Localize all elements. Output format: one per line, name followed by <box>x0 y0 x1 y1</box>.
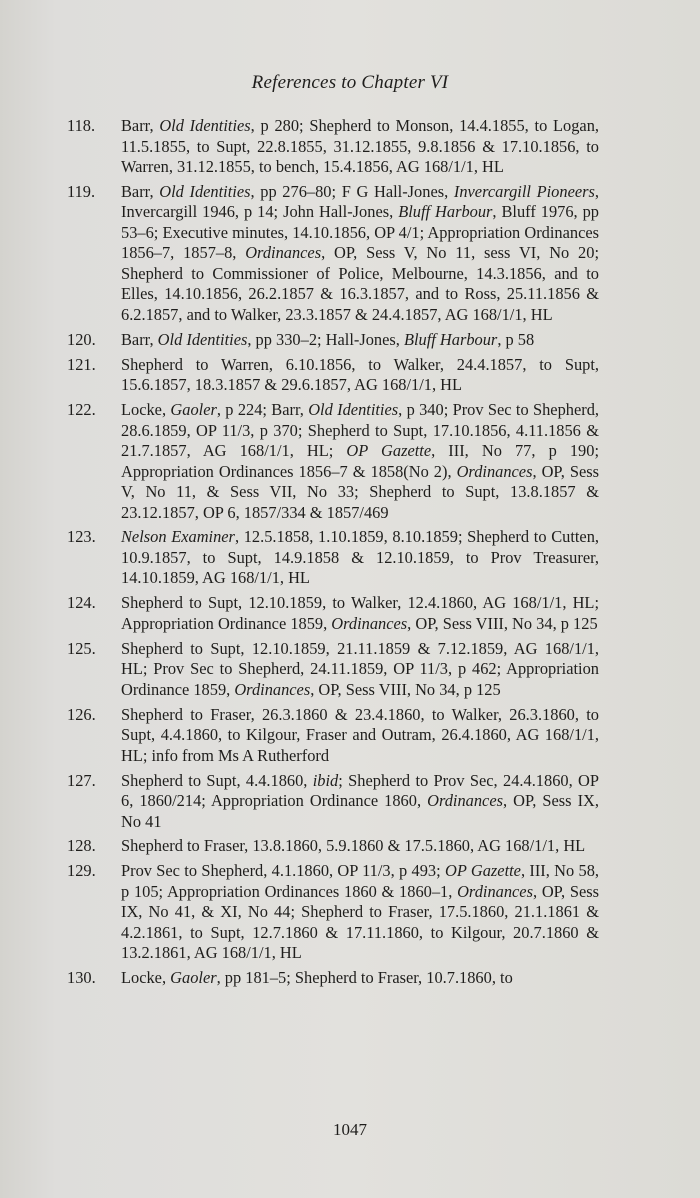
italic-title: Ordinances <box>234 679 311 699</box>
italic-title: Old Identities <box>308 400 399 420</box>
reference-number: 129. <box>67 861 96 881</box>
reference-entry <box>0 968 599 989</box>
text-run: Shepherd to Supt, 12.10.1859, 21.11.1859 & 7.12.1859, AG 168/1/1, HL; Prov Sec to Shepherd, 24.11.1859, OP 11/3, p 462; Appropriation Ordinance 1859, <box>121 638 599 699</box>
text-run: , III, No 58, p 105; Appropriation Ordinances 1860 & 1860–1, <box>121 861 599 901</box>
reference-text <box>121 116 599 176</box>
italic-title: Ordinances <box>456 461 533 481</box>
reference-text <box>121 771 599 831</box>
text-run: , OP, Sess V, No 11, & Sess VII, No 33; Shepherd to Supt, 13.8.1857 & 23.12.1857, OP 6, 1857/334 & 1857/469 <box>121 461 599 522</box>
text-run: Barr, <box>121 329 158 349</box>
reference-text <box>121 355 599 395</box>
text-run: , p 280; Shepherd to Monson, 14.4.1855, to Logan, 11.5.1855, to Supt, 22.8.1855, 31.12.1855, 9.8.1856 & 17.10.1856, to Warren, 31.12.1855, to bench, 15.4.1856, AG 168/1/1, HL <box>121 116 599 176</box>
reference-text <box>121 527 599 587</box>
text-run: Prov Sec to Shepherd, 4.1.1860, OP 11/3, p 493; <box>121 861 446 881</box>
text-run: , Bluff 1976, pp 53–6; Executive minutes, 14.10.1856, OP 4/1; Appropriation Ordinances 1856–7, 1857–8, <box>121 202 599 263</box>
text-run: Shepherd to Supt, 4.4.1860, <box>121 770 313 790</box>
italic-title: Old Identities <box>159 181 251 201</box>
reference-text <box>121 705 599 765</box>
text-run: , p 224; Barr, <box>216 400 309 420</box>
reference-text <box>121 330 534 349</box>
text-run: Shepherd to Supt, 12.10.1859, to Walker, 12.4.1860, AG 168/1/1, HL; Appropriation Ordinance 1859, <box>121 593 599 633</box>
text-run: , OP, Sess VIII, No 34, p 125 <box>407 613 598 633</box>
text-run: , p 58 <box>497 329 535 349</box>
reference-text <box>121 836 585 855</box>
italic-title: Ordinances <box>245 243 322 263</box>
reference-text <box>121 593 599 633</box>
text-run: , OP, Sess IX, No 41, & XI, No 44; Shepherd to Fraser, 17.5.1860, 21.1.1861 & 4.2.1861, to Supt, 12.7.1860 & 17.11.1860, to Kilgour, 20.7.1860 & 13.2.1861, AG 168/1/1, HL <box>121 881 599 963</box>
italic-title: Ordinances <box>457 881 533 901</box>
italic-title: Old Identities <box>157 329 248 349</box>
reference-entry <box>0 593 599 634</box>
reference-entry <box>0 527 599 589</box>
reference-entry <box>0 116 599 178</box>
reference-entry <box>0 771 599 833</box>
reference-number: 123. <box>67 527 96 547</box>
reference-number: 130. <box>67 968 96 988</box>
reference-number: 122. <box>67 400 96 420</box>
italic-title: OP Gazette <box>346 441 432 461</box>
running-head: References to Chapter VI <box>251 72 449 93</box>
text-run: , Invercargill 1946, p 14; John Hall-Jones, <box>121 181 599 222</box>
reference-list <box>0 116 700 993</box>
reference-number: 118. <box>67 116 96 135</box>
text-run: Barr, <box>121 181 160 201</box>
italic-title: Invercargill Pioneers <box>453 181 595 201</box>
reference-number: 127. <box>67 770 96 790</box>
italic-title: Gaoler <box>170 968 217 988</box>
reference-text <box>121 182 599 324</box>
italic-title: Ordinances <box>427 791 503 811</box>
reference-number: 120. <box>67 329 96 349</box>
reference-number: 126. <box>67 704 96 724</box>
italic-title: ibid <box>312 770 339 790</box>
reference-number: 128. <box>67 836 96 856</box>
text-run: Shepherd to Fraser, 26.3.1860 & 23.4.1860, to Walker, 26.3.1860, to Supt, 4.4.1860, to Kilgour, Fraser and Outram, 26.4.1860, AG 168/1/1, HL; info from Ms A Rutherford <box>121 704 599 765</box>
text-run: , OP, Sess VIII, No 34, p 125 <box>310 679 501 699</box>
reference-number: 125. <box>67 638 96 658</box>
text-run: , 12.5.1858, 1.10.1859, 8.10.1859; Shepherd to Cutten, 10.9.1857, to Supt, 14.9.1858 & 12.10.1859, to Prov Treasurer, 14.10.1859, AG 168/1/1, HL <box>121 527 599 588</box>
text-run: , III, No 77, p 190; Appropriation Ordinances 1856–7 & 1858(No 2), <box>121 441 599 481</box>
text-run: Shepherd to Warren, 6.10.1856, to Walker, 24.4.1857, to Supt, 15.6.1857, 18.3.1857 & 29.6.1857, AG 168/1/1, HL <box>121 354 599 395</box>
text-run: Locke, <box>121 968 171 988</box>
italic-title: Gaoler <box>170 400 217 420</box>
reference-number: 119. <box>67 181 96 201</box>
italic-title: Old Identities <box>159 116 251 135</box>
text-run: Barr, <box>121 116 160 135</box>
reference-entry <box>0 861 599 964</box>
reference-entry <box>0 400 599 523</box>
italic-title: Bluff Harbour <box>403 329 498 349</box>
text-run: Locke, <box>121 400 171 420</box>
reference-number: 121. <box>67 354 96 374</box>
italic-title: Nelson Examiner <box>121 527 235 547</box>
reference-entry <box>0 705 599 767</box>
reference-text <box>121 639 599 699</box>
reference-entry <box>0 182 599 326</box>
text-run: , p 340; Prov Sec to Shepherd, 28.6.1859, OP 11/3, p 370; Shepherd to Supt, 17.10.1856, 4.11.1856 & 21.7.1857, AG 168/1/1, HL; <box>121 400 600 461</box>
italic-title: Ordinances <box>331 613 408 633</box>
reference-entry <box>0 330 599 351</box>
text-run: , pp 181–5; Shepherd to Fraser, 10.7.1860, to <box>216 968 513 988</box>
reference-entry <box>0 836 599 857</box>
reference-entry <box>0 355 599 396</box>
text-run: ; Shepherd to Prov Sec, 24.4.1860, OP 6, 1860/214; Appropriation Ordinance 1860, <box>121 770 599 811</box>
reference-text <box>121 400 599 522</box>
reference-entry <box>0 639 599 701</box>
text-run: , OP, Sess IX, No 41 <box>121 791 599 831</box>
reference-text <box>121 861 599 962</box>
italic-title: Bluff Harbour <box>398 202 493 222</box>
reference-text <box>121 968 513 987</box>
italic-title: OP Gazette <box>445 861 521 881</box>
text-run: , pp 276–80; F G Hall-Jones, <box>250 181 454 201</box>
text-run: , pp 330–2; Hall-Jones, <box>247 329 404 349</box>
text-run: , OP, Sess V, No 11, sess VI, No 20; Shepherd to Commissioner of Police, Melbourne, 14.3.1856, and to Elles, 14.10.1856, 26.2.1857 & 16.3.1857, and to Ross, 25.11.1856 & 6.2.1857, and to Walker, 23.3.1857 & 24.4.1857, AG 168/1/1, HL <box>121 243 600 324</box>
page-number: 1047 <box>333 1120 367 1139</box>
text-run: Shepherd to Fraser, 13.8.1860, 5.9.1860 & 17.5.1860, AG 168/1/1, HL <box>121 836 586 856</box>
reference-number: 124. <box>67 593 96 613</box>
